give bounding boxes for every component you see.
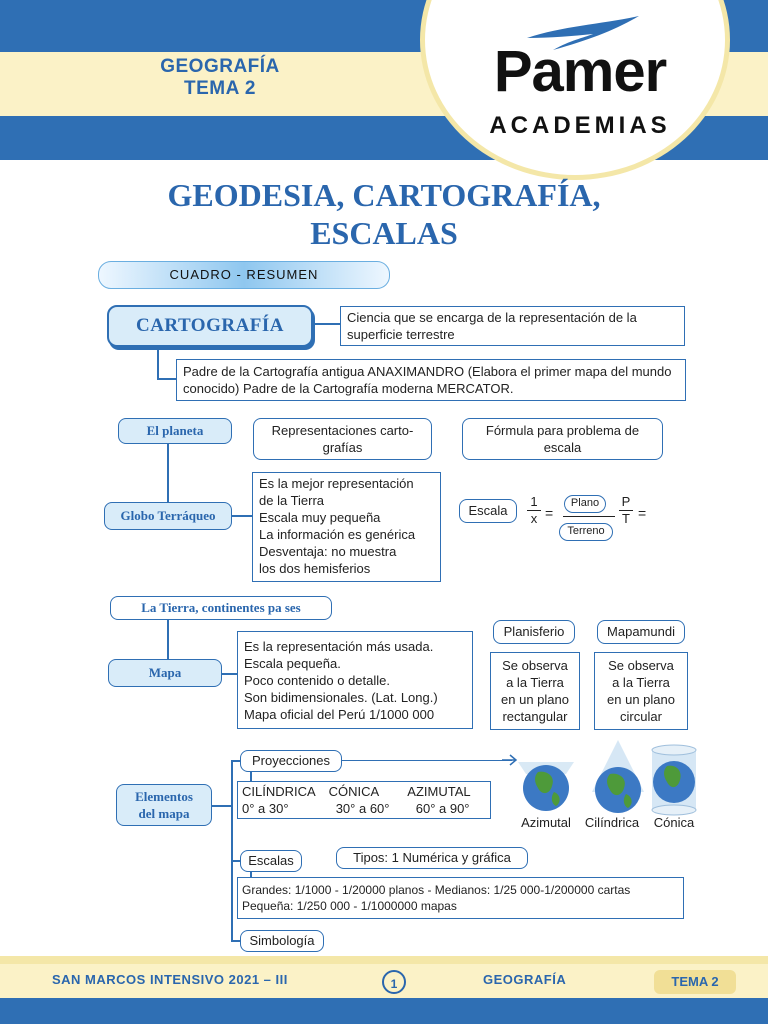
terreno-pill: Terreno <box>559 523 613 541</box>
desc-line: a la Tierra <box>506 675 564 690</box>
proj-header: CÓNICA <box>328 784 380 799</box>
connector <box>157 345 159 379</box>
proyecciones-label: Proyecciones <box>240 750 342 772</box>
escalas-description <box>237 877 684 919</box>
page-title <box>60 176 708 252</box>
proyecciones-table <box>237 781 491 819</box>
proj-value: 0° a 30° <box>242 801 289 816</box>
globe-label: Cónica <box>653 815 695 830</box>
proj-header: AZIMUTAL <box>407 784 471 799</box>
connector-vertical <box>231 760 233 942</box>
desc-line: en un plano <box>501 692 569 707</box>
connector <box>157 378 177 380</box>
globe-conica-icon <box>650 744 698 816</box>
cartografia-node: CARTOGRAFÍA <box>107 305 313 347</box>
simbologia-label: Simbología <box>240 930 324 952</box>
mapa-line: Poco contenido o detalle. <box>244 673 390 688</box>
title-line-2: ESCALAS <box>310 215 458 251</box>
escalas-tipos: Tipos: 1 Numérica y gráfica <box>336 847 528 869</box>
cartografia-padres: Padre de la Cartografía antigua ANAXIMANDRO (Elabora el primer mapa del mundo conocido) Padre de la Cartografía moderna MERCATOR. <box>176 359 686 401</box>
globo-line: los dos hemisferios <box>259 561 371 576</box>
globo-line: La información es genérica <box>259 527 416 542</box>
header-topic-label: TEMA 2 <box>184 78 256 99</box>
header-subject <box>110 56 330 100</box>
connector <box>342 760 512 761</box>
fraction-1-x <box>527 494 541 527</box>
globe-label: Azimutal <box>521 815 571 830</box>
fraction-bar <box>563 516 615 517</box>
fraction-denominator: T <box>619 510 633 527</box>
globo-description <box>252 472 441 582</box>
proj-value: 30° a 60° <box>335 801 390 816</box>
page-number: 1 <box>382 970 406 994</box>
planisferio-description <box>490 652 580 730</box>
logo-wordmark: Pamer <box>493 39 667 104</box>
mapa-line: Son bidimensionales. (Lat. Long.) <box>244 690 438 705</box>
connector <box>212 805 232 807</box>
desc-line: Se observa <box>502 658 568 673</box>
desc-line: rectangular <box>502 709 568 724</box>
globe-cilindrica-icon <box>588 740 648 816</box>
mapa-line: Escala pequeña. <box>244 656 341 671</box>
mapamundi-description <box>594 652 688 730</box>
escalas-line: Grandes: 1/1000 - 1/20000 planos - Medianos: 1/25 000-1/200000 cartas <box>242 883 631 897</box>
globo-line: de la Tierra <box>259 493 325 508</box>
planisferio-label: Planisferio <box>493 620 575 644</box>
desc-line: circular <box>620 709 662 724</box>
elementos-del-mapa-node <box>116 784 212 826</box>
representaciones-box: Representaciones carto-grafías <box>253 418 432 460</box>
fraction-p-t <box>619 494 633 527</box>
footer-tema-badge: TEMA 2 <box>654 970 736 994</box>
title-line-1: GEODESIA, CARTOGRAFÍA, <box>167 177 601 213</box>
escalas-label: Escalas <box>240 850 302 872</box>
connector <box>167 444 169 502</box>
equals-sign: = <box>545 505 554 521</box>
mapa-line: Mapa oficial del Perú 1/1000 000 <box>244 707 435 722</box>
fraction-numerator: P <box>621 494 631 509</box>
footer-course: SAN MARCOS INTENSIVO 2021 – III <box>52 972 288 987</box>
globo-line: Desventaja: no muestra <box>259 544 397 559</box>
cartografia-definition: Ciencia que se encarga de la representación de la superficie terrestre <box>340 306 685 346</box>
desc-line: a la Tierra <box>612 675 670 690</box>
equals-sign: = <box>638 505 647 521</box>
desc-line: Se observa <box>608 658 674 673</box>
mapa-description <box>237 631 473 729</box>
mapa-node: Mapa <box>108 659 222 687</box>
cuadro-resumen-banner: CUADRO - RESUMEN <box>98 261 390 289</box>
mapamundi-label: Mapamundi <box>597 620 685 644</box>
connector <box>232 515 252 517</box>
header-subject-label: GEOGRAFÍA <box>160 56 280 77</box>
el-planeta-node: El planeta <box>118 418 232 444</box>
globo-line: Es la mejor representación <box>259 476 414 491</box>
la-tierra-node: La Tierra, continentes pa ses <box>110 596 332 620</box>
logo-subtitle: ACADEMIAS <box>489 112 671 139</box>
escalas-line: Pequeña: 1/250 000 - 1/1000000 mapas <box>242 899 457 913</box>
node-line: Elementos <box>135 789 193 804</box>
globe-label: Cilíndrica <box>584 815 640 830</box>
formula-box: Fórmula para problema de escala <box>462 418 663 460</box>
connector <box>167 620 169 660</box>
fraction-denominator: x <box>527 510 541 527</box>
proj-header: CILÍNDRICA <box>242 784 316 799</box>
desc-line: en un plano <box>607 692 675 707</box>
connector <box>222 673 238 675</box>
plano-pill: Plano <box>564 495 606 513</box>
connector <box>311 323 341 325</box>
fraction-numerator: 1 <box>530 494 538 509</box>
node-line: del mapa <box>138 806 190 821</box>
mapa-line: Es la representación más usada. <box>244 639 434 654</box>
globe-azimutal-icon <box>516 752 576 814</box>
footer-subject: GEOGRAFÍA <box>483 972 567 987</box>
globo-line: Escala muy pequeña <box>259 510 381 525</box>
proj-header-row <box>242 783 486 800</box>
proj-value: 60° a 90° <box>415 801 470 816</box>
globo-terraqueo-node: Globo Terráqueo <box>104 502 232 530</box>
proj-value-row <box>242 800 486 817</box>
escala-label: Escala <box>459 499 517 523</box>
